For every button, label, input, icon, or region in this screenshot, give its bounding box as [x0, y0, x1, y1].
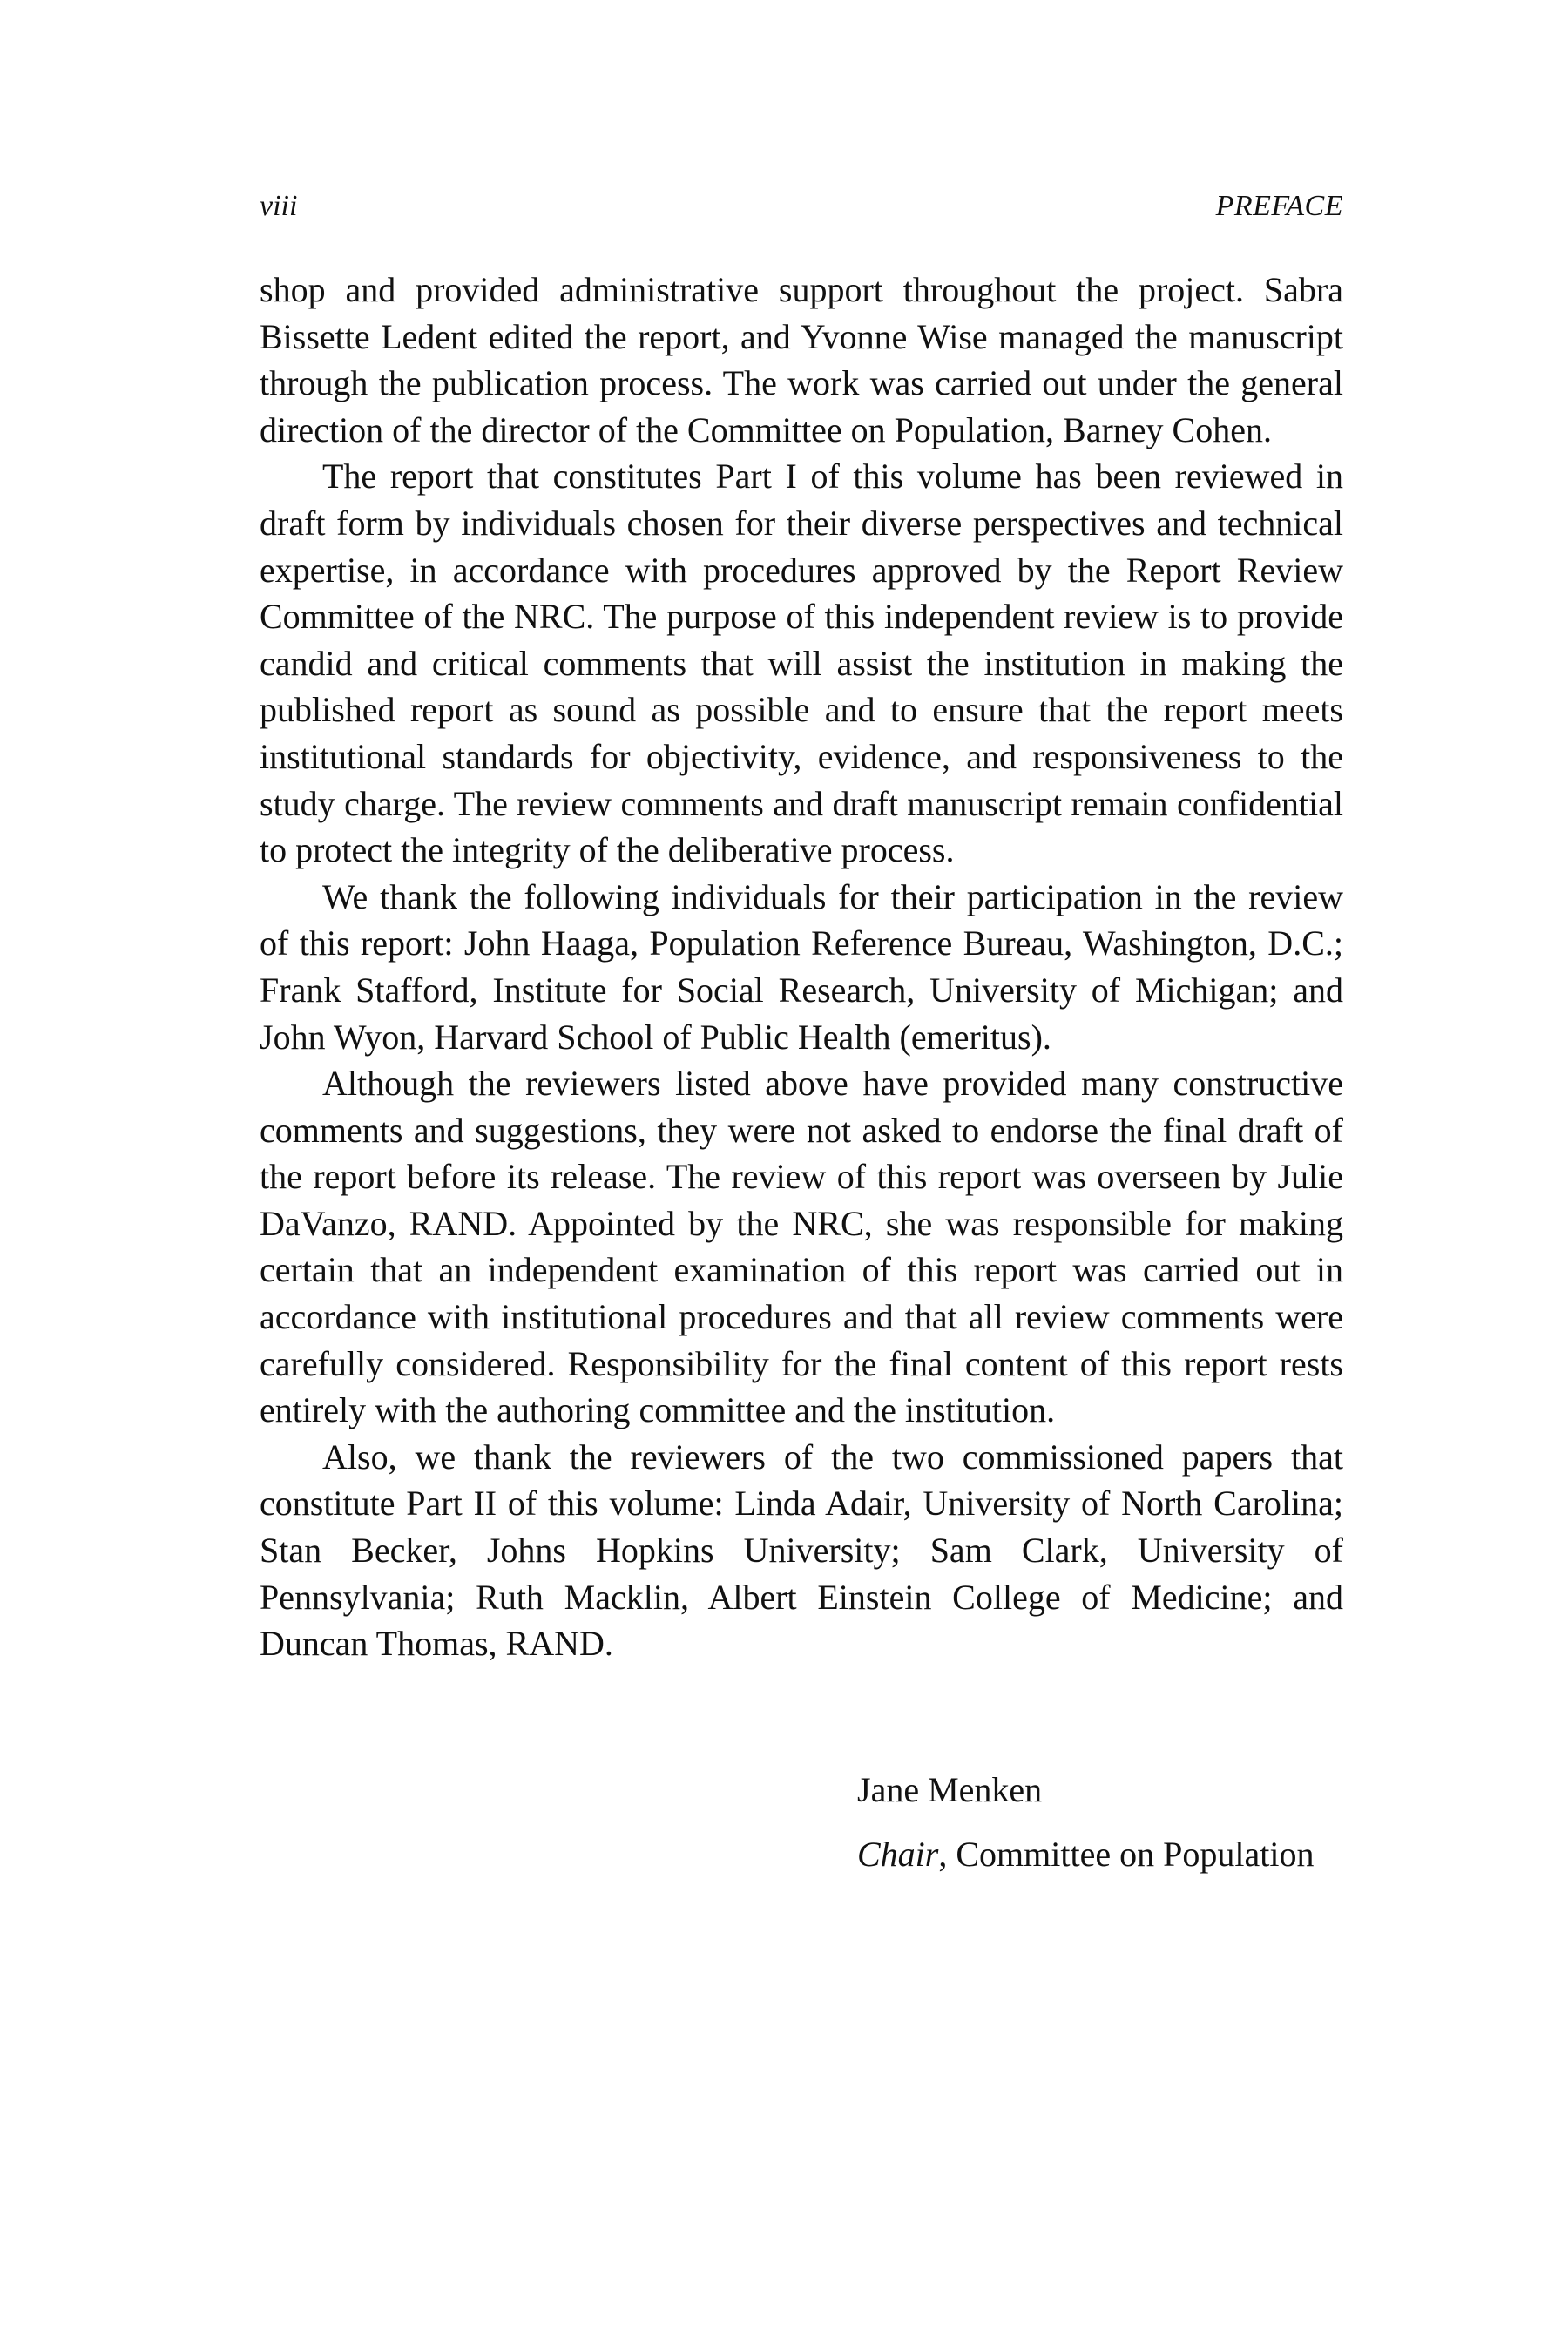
signatory-role: Chair [857, 1835, 939, 1874]
paragraph-continued: shop and provided administrative support throughout the project. Sabra Bissette Ledent edited the report, and Yvonne Wise managed the manuscript through the publication process. The work was carried out under the general direction of the director of the Committee on Population, Barney Cohen. [260, 270, 1343, 449]
running-head [260, 185, 1343, 228]
page-number: viii [260, 190, 298, 222]
signatory-name: Jane Menken [857, 1770, 1043, 1809]
section-title: PREFACE [1215, 190, 1343, 222]
paragraph-review-oversight: Although the reviewers listed above have provided many constructive comments and suggestions, they were not asked to endorse the final draft of the report before its release. The review of this report was overseen by Julie DaVanzo, RAND. Appointed by the NRC, she was responsible for making certain that an independent examination of this report was carried out in accordance with institutional procedures and that all review comments were carefully considered. Responsibility for the final content of this report rests entirely with the authoring committee and the institution. [260, 1064, 1343, 1430]
preface-body [260, 267, 1343, 1667]
paragraph-reviewer-thanks: We thank the following individuals for their participation in the review of this report: John Haaga, Population Reference Bureau, Washington, D.C.; Frank Stafford, Institute for Social Research, University of Michigan; and John Wyon, Harvard School of Public Health (emeritus). [260, 876, 1343, 1057]
paragraph-review-process: The report that constitutes Part I of this volume has been reviewed in draft form by individuals chosen for their diverse perspectives and technical expertise, in accordance with procedures approved by the Report Review Committee of the NRC. The purpose of this independent review is to provide candid and critical comments that will assist the institution in making the published report as sound as possible and to ensure that the report meets institutional standards for objectivity, evidence, and responsiveness to the study charge. The review comments and draft manuscript remain confidential to protect the integrity of the deliberative process. [260, 456, 1343, 870]
signature-block [857, 1758, 1314, 1887]
paragraph-paper-reviewers: Also, we thank the reviewers of the two commissioned papers that constitute Part II of this volume: Linda Adair, University of North Carolina; Stan Becker, Johns Hopkins University; Sam Clark, University of Pennsylvania; Ruth Macklin, Albert Einstein College of Medicine; and Duncan Thomas, RAND. [260, 1436, 1343, 1664]
signatory-title [857, 1822, 1314, 1887]
signatory-committee: , Committee on Population [938, 1835, 1315, 1874]
